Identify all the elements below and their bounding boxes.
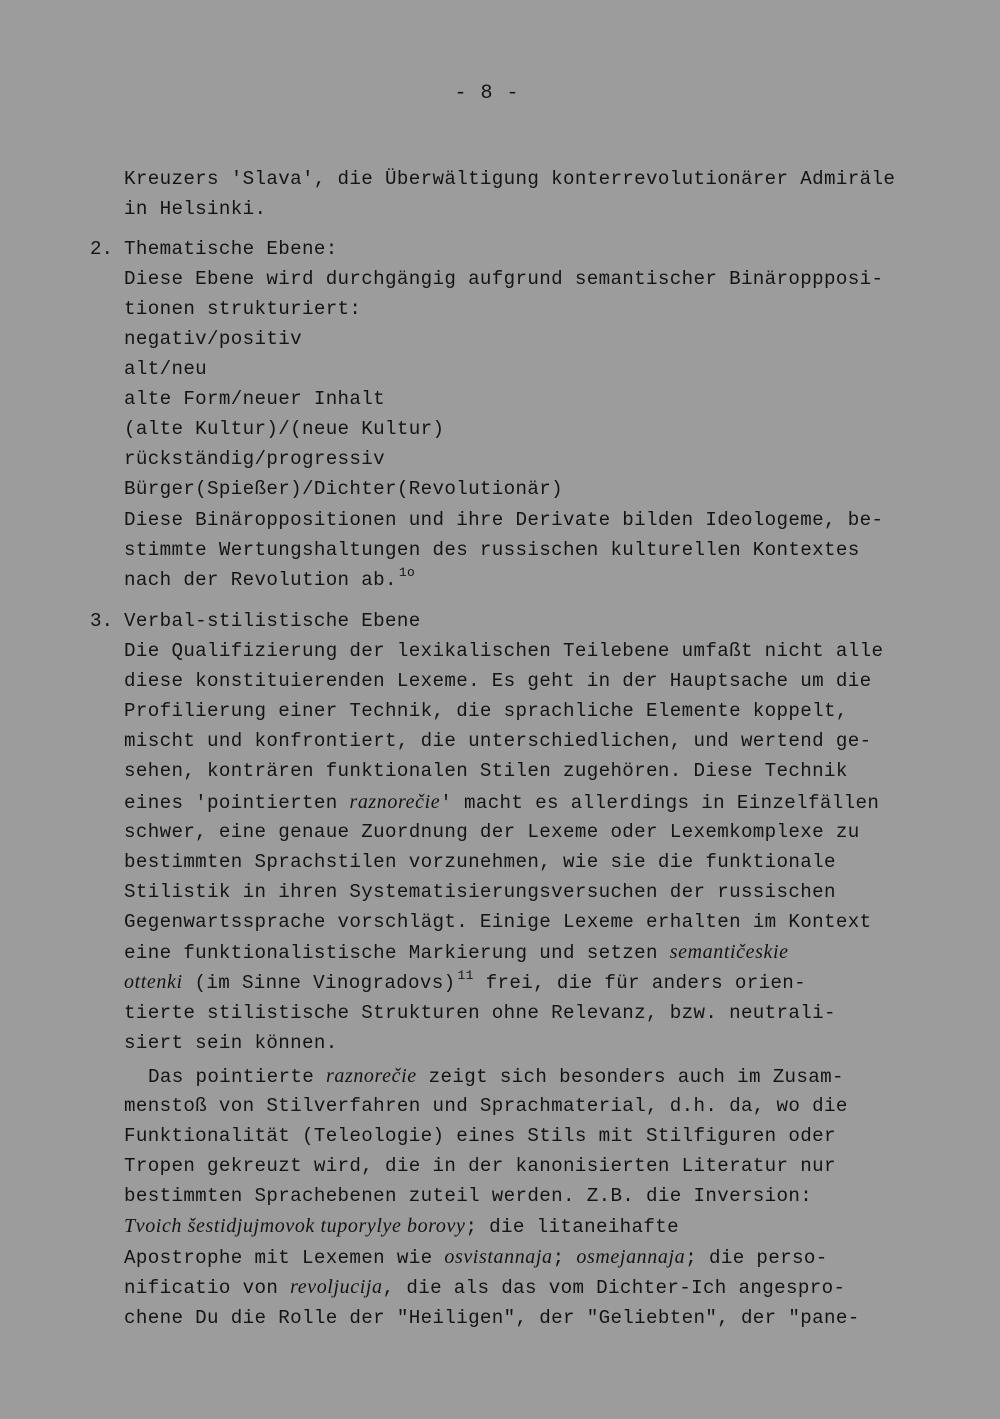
text-line: Stilistik in ihren Systematisierungsversuchen der russischen: [124, 881, 836, 903]
italic-term: raznorečie: [325, 1065, 417, 1087]
text-line: Tropen gekreuzt wird, die in der kanonisierten Literatur nur: [124, 1155, 836, 1177]
text-span: ' macht es allerdings in Einzelfällen: [440, 792, 880, 814]
text-line: Diese Binäroppositionen und ihre Derivate bilden Ideologeme, be-: [124, 509, 884, 531]
text-line: [124, 1244, 828, 1271]
text-line: Kreuzers 'Slava', die Überwältigung konterrevolutionärer Admiräle: [124, 168, 896, 190]
text-line: [124, 1274, 845, 1301]
text-line: Diese Ebene wird durchgängig aufgrund semantischer Binäroppposi-: [124, 268, 884, 290]
text-span: ; die perso-: [685, 1247, 828, 1269]
text-line: schwer, eine genaue Zuordnung der Lexeme oder Lexemkomplexe zu: [124, 821, 860, 843]
text-line: negativ/positiv: [124, 328, 302, 350]
text-span: frei, die für anders orien-: [473, 972, 807, 994]
text-span: ;: [552, 1247, 577, 1269]
text-line: sehen, konträren funktionalen Stilen zugehören. Diese Technik: [124, 760, 848, 782]
italic-term: revoljucija: [290, 1276, 383, 1298]
text-line: [124, 1213, 679, 1240]
text-span: zeigt sich besonders auch im Zusam-: [416, 1066, 844, 1088]
page-number: - 8 -: [454, 82, 520, 105]
text-line: alte Form/neuer Inhalt: [124, 388, 386, 410]
text-span: ; die litaneihafte: [465, 1216, 679, 1238]
text-line: [124, 939, 789, 966]
text-span: eine funktionalistische Markierung und setzen: [124, 942, 670, 964]
italic-term: ottenki: [124, 971, 183, 993]
text-line: [124, 789, 879, 816]
text-line: Profilierung einer Technik, die sprachliche Elemente koppelt,: [124, 700, 848, 722]
text-line: [124, 567, 415, 595]
text-span: Das pointierte: [148, 1066, 326, 1088]
text-line: Funktionalität (Teleologie) eines Stils mit Stilfiguren oder: [124, 1125, 836, 1147]
text-span: nach der Revolution ab.: [124, 569, 397, 591]
footnote-marker: 11: [457, 968, 474, 983]
text-line: siert sein können.: [124, 1032, 338, 1054]
italic-term: semantičeskie: [669, 941, 789, 963]
text-span: eines 'pointierten: [124, 792, 350, 814]
text-line: Die Qualifizierung der lexikalischen Teilebene umfaßt nicht alle: [124, 640, 884, 662]
text-line: Bürger(Spießer)/Dichter(Revolutionär): [124, 478, 563, 500]
text-line: in Helsinki.: [124, 198, 267, 220]
section-heading: Thematische Ebene:: [124, 238, 338, 260]
text-line: Gegenwartssprache vorschlägt. Einige Lexeme erhalten im Kontext: [124, 911, 872, 933]
list-number: 3.: [90, 610, 114, 632]
text-line: menstoß von Stilverfahren und Sprachmaterial, d.h. da, wo die: [124, 1095, 848, 1117]
italic-term: Tvoich šestidjujmovok tuporylye borovy: [124, 1215, 466, 1237]
list-number: 2.: [90, 238, 114, 260]
text-line: rückständig/progressiv: [124, 448, 386, 470]
italic-term: osvistannaja: [444, 1246, 553, 1268]
text-span: nificatio von: [124, 1277, 291, 1299]
text-line: bestimmten Sprachstilen vorzunehmen, wie sie die funktionale: [124, 851, 836, 873]
text-line: bestimmten Sprachebenen zuteil werden. Z.B. die Inversion:: [124, 1185, 813, 1207]
text-span: , die als das vom Dichter-Ich angespro-: [382, 1277, 846, 1299]
italic-term: raznorečie: [349, 791, 441, 813]
text-line: mischt und konfrontiert, die unterschiedlichen, und wertend ge-: [124, 730, 872, 752]
text-span: (im Sinne Vinogradovs): [182, 972, 456, 994]
text-line: tionen strukturiert:: [124, 298, 362, 320]
italic-term: osmejannaja: [576, 1246, 686, 1268]
footnote-marker: 1o: [398, 565, 416, 580]
text-line: stimmte Wertungshaltungen des russischen kulturellen Kontextes: [124, 539, 860, 561]
text-line: diese konstituierenden Lexeme. Es geht in der Hauptsache um die: [124, 670, 872, 692]
text-line: alt/neu: [124, 358, 208, 380]
text-line: (alte Kultur)/(neue Kultur): [124, 418, 445, 440]
text-line: [124, 969, 806, 998]
text-span: Apostrophe mit Lexemen wie: [124, 1247, 445, 1269]
text-line: chene Du die Rolle der "Heiligen", der "Geliebten", der "pane-: [124, 1307, 860, 1329]
section-heading: Verbal-stilistische Ebene: [124, 610, 421, 632]
text-line: tierte stilistische Strukturen ohne Relevanz, bzw. neutrali-: [124, 1002, 836, 1024]
text-line: [148, 1063, 844, 1090]
